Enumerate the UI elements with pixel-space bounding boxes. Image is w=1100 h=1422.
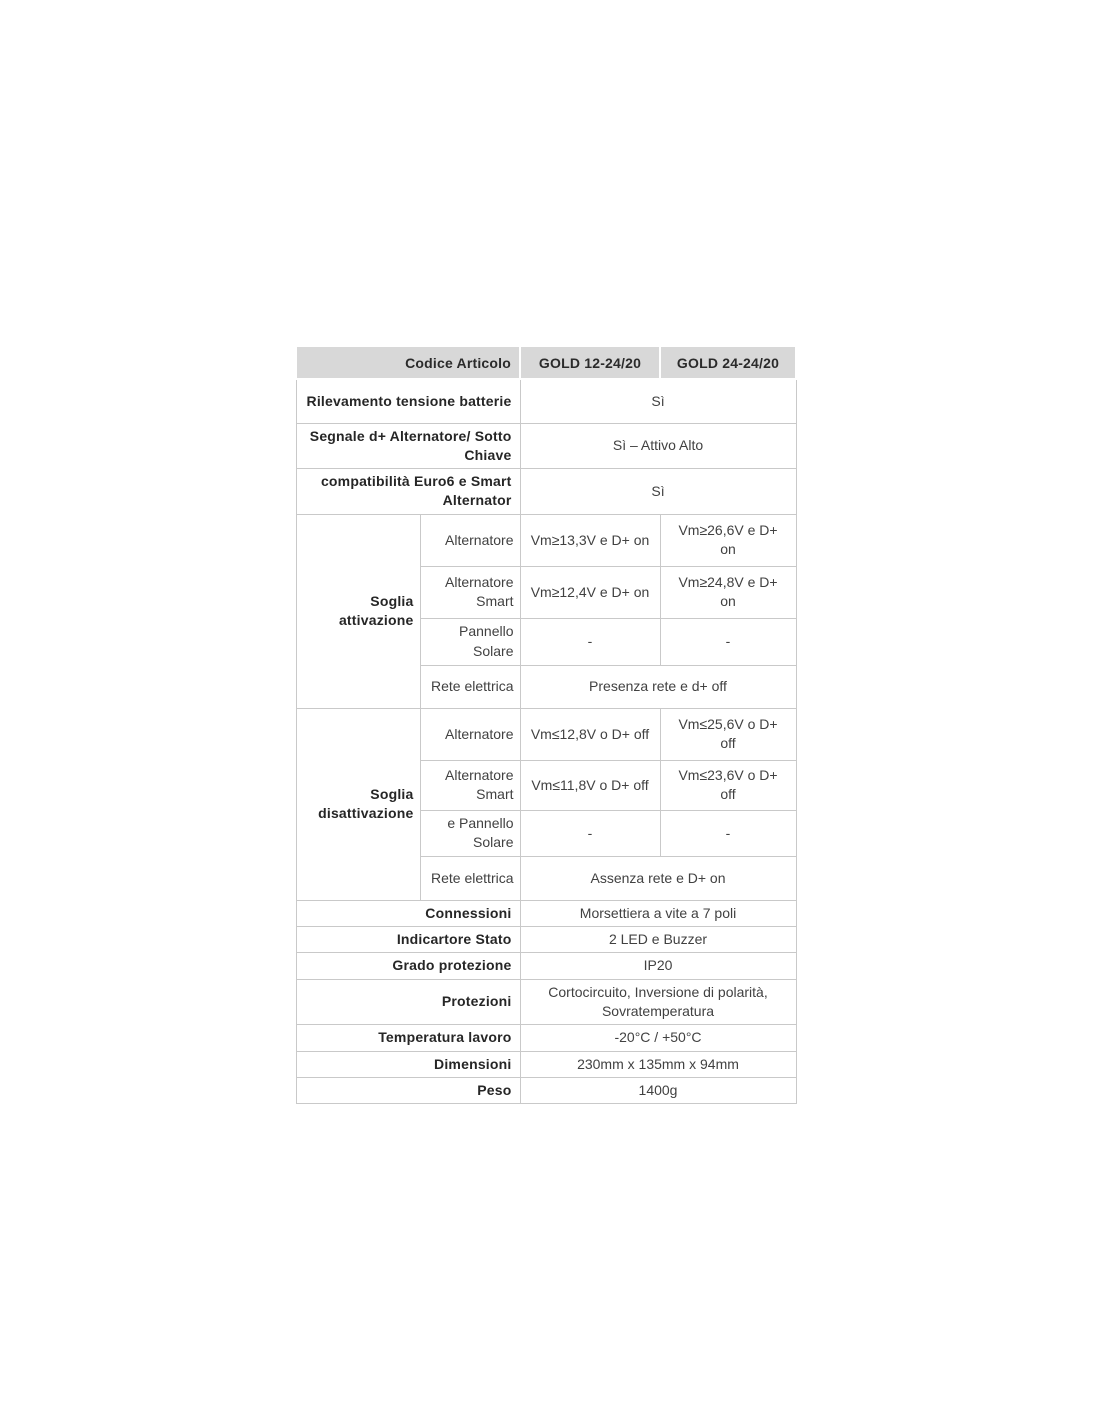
table-row (296, 927, 796, 953)
row-value-temperatura-lavoro: -20°C / +50°C (520, 1025, 796, 1051)
table-header-row (296, 346, 796, 379)
row-value-protezioni: Cortocircuito, Inversione di polarità, Sovratemperatura (520, 979, 796, 1025)
row-label-temperatura-lavoro: Temperatura lavoro (296, 1025, 520, 1051)
value-gold24: Vm≥24,8V e D+ on (660, 566, 796, 618)
value-gold12: Vm≥12,4V e D+ on (520, 566, 660, 618)
header-model-gold-12: GOLD 12-24/20 (520, 346, 660, 379)
table-row (296, 423, 796, 469)
table-row (296, 1077, 796, 1103)
sub-label-alternatore: Alternatore (420, 514, 520, 566)
row-label-protezioni: Protezioni (296, 979, 520, 1025)
value-span: Presenza rete e d+ off (520, 665, 796, 708)
row-label-grado-protezione: Grado protezione (296, 953, 520, 979)
value-gold24: - (660, 618, 796, 665)
row-label-connessioni: Connessioni (296, 900, 520, 926)
value-gold24: Vm≥26,6V e D+ on (660, 514, 796, 566)
sub-label-rete-elettrica: Rete elettrica (420, 665, 520, 708)
sub-label-alternatore-smart: Alternatore Smart (420, 566, 520, 618)
row-label-rilevamento: Rilevamento tensione batterie (296, 379, 520, 423)
header-model-gold-24: GOLD 24-24/20 (660, 346, 796, 379)
sub-label-alternatore: Alternatore (420, 708, 520, 760)
row-value-grado-protezione: IP20 (520, 953, 796, 979)
table-row (296, 953, 796, 979)
row-value-peso: 1400g (520, 1077, 796, 1103)
row-value-segnale: Sì – Attivo Alto (520, 423, 796, 469)
sub-label-alternatore-smart: Alternatore Smart (420, 760, 520, 810)
group-label-soglia-attivazione: Soglia attivazione (296, 514, 420, 708)
row-label-dimensioni: Dimensioni (296, 1051, 520, 1077)
value-gold24: - (660, 810, 796, 856)
row-label-segnale: Segnale d+ Alternatore/ Sotto Chiave (296, 423, 520, 469)
row-value-dimensioni: 230mm x 135mm x 94mm (520, 1051, 796, 1077)
table-row (296, 469, 796, 515)
row-label-compatibilita: compatibilità Euro6 e Smart Alternator (296, 469, 520, 515)
value-span: Assenza rete e D+ on (520, 856, 796, 900)
table-row (296, 379, 796, 423)
row-value-compatibilita: Sì (520, 469, 796, 515)
table-row (296, 979, 796, 1025)
table-row (296, 1025, 796, 1051)
row-label-peso: Peso (296, 1077, 520, 1103)
value-gold12: Vm≥13,3V e D+ on (520, 514, 660, 566)
row-label-indicartore-stato: Indicartore Stato (296, 927, 520, 953)
value-gold12: Vm≤11,8V o D+ off (520, 760, 660, 810)
table-row (296, 514, 796, 566)
value-gold12: - (520, 618, 660, 665)
value-gold24: Vm≤23,6V o D+ off (660, 760, 796, 810)
sub-label-e-pannello-solare: e Pannello Solare (420, 810, 520, 856)
value-gold24: Vm≤25,6V o D+ off (660, 708, 796, 760)
row-value-indicartore-stato: 2 LED e Buzzer (520, 927, 796, 953)
value-gold12: - (520, 810, 660, 856)
value-gold12: Vm≤12,8V o D+ off (520, 708, 660, 760)
table-row (296, 900, 796, 926)
sub-label-rete-elettrica: Rete elettrica (420, 856, 520, 900)
header-codice-articolo: Codice Articolo (296, 346, 520, 379)
group-label-soglia-disattivazione: Soglia disattivazione (296, 708, 420, 900)
sub-label-pannello-solare: Pannello Solare (420, 618, 520, 665)
row-value-rilevamento: Sì (520, 379, 796, 423)
product-spec-table (295, 345, 797, 1104)
table-row (296, 708, 796, 760)
row-value-connessioni: Morsettiera a vite a 7 poli (520, 900, 796, 926)
table-row (296, 1051, 796, 1077)
